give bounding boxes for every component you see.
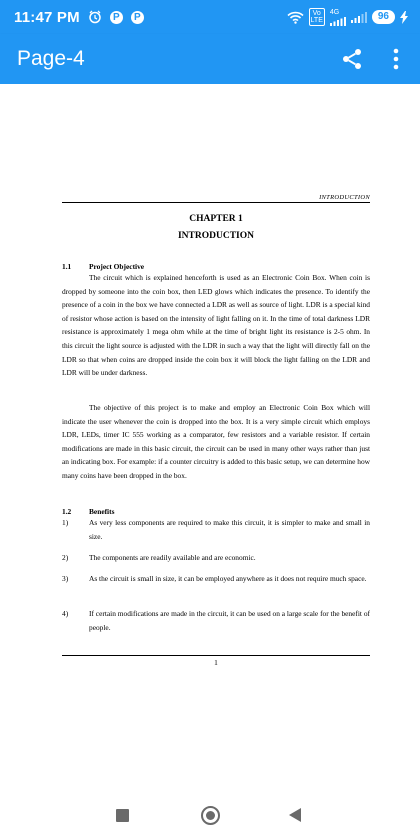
status-right xyxy=(287,8,408,26)
charging-icon xyxy=(400,11,408,24)
back-icon[interactable] xyxy=(289,808,301,822)
section-number: 1.1 xyxy=(62,262,72,271)
document-page[interactable] xyxy=(0,84,420,784)
volte-bottom-label: LTE xyxy=(310,17,323,24)
p-badge-icon: P xyxy=(131,11,144,24)
header-rule xyxy=(62,202,370,203)
wifi-icon xyxy=(287,11,304,24)
status-left xyxy=(14,9,144,26)
footer-rule xyxy=(62,655,370,656)
list-item-text: The components are readily available and are economic. xyxy=(89,553,256,562)
section-heading xyxy=(62,507,114,516)
section-number: 1.2 xyxy=(62,507,72,516)
battery-indicator: 96 xyxy=(372,10,395,24)
list-item-number: 3) xyxy=(62,574,69,583)
list-item-text: As very less components are required to make this circuit, it is simpler to make and small in size. xyxy=(89,518,370,541)
list-item-number: 4) xyxy=(62,609,69,618)
running-head: INTRODUCTION xyxy=(319,194,370,201)
more-options-icon[interactable] xyxy=(386,46,406,72)
list-item xyxy=(62,551,370,565)
share-icon[interactable] xyxy=(340,47,364,71)
home-icon[interactable] xyxy=(201,806,220,825)
list-item-number: 2) xyxy=(62,553,69,562)
list-item-number: 1) xyxy=(62,518,69,527)
volte-icon xyxy=(309,8,325,26)
page-number: 1 xyxy=(214,658,218,667)
paragraph: The objective of this project is to make and employ an Electronic Coin Box which will indicate the user whenever the coin is dropped into the box. It is a very simple circuit which employs LDR, LEDs, timer IC 555 working as a comparator, few resistors and a variable resistor. If certain modifications are made in this basic circuit, the circuit can be used in many other ways rather than just an indicating box. For example: if a counter circuitry is added to this basic setup, we can determine how many coins have been dropped in the box. xyxy=(62,403,370,480)
chapter-title: INTRODUCTION xyxy=(177,231,254,241)
p-badge-icon: P xyxy=(110,11,123,24)
list-item-text: As the circuit is small in size, it can be employed anywhere as it does not require much space. xyxy=(89,574,367,583)
section-title: Project Objective xyxy=(89,262,145,271)
recents-icon[interactable] xyxy=(116,809,129,822)
status-bar xyxy=(0,0,420,34)
paragraph: The circuit which is explained henceforth is used as an Electronic Coin Box. When coin is dropped by someone into the coin box, then LED glows which indicates the presence. To identify the presence of a coin in the box we have connected a LDR as well as source of light. LDR is a special kind of resistor whose action is based on the intensity of light falling on it. In the time of total darkness LDR resistance is approximately 1 mega ohm while at the time of bright light its resistance is 2-5 ohm. In this circuit the light source is adjusted with the LDR in such a way that the light will directly fall on the LDR so that when coins are dropped inside the coin box it will block the light falling on the LDR and LDR will be under darkness. xyxy=(62,273,370,378)
chapter-label: CHAPTER 1 xyxy=(189,214,243,224)
section-heading xyxy=(62,262,144,271)
page-title: Page-4 xyxy=(17,47,85,70)
signal-icon-2 xyxy=(351,12,367,23)
list-item-text: If certain modifications are made in the circuit, it can be used on a large scale for the benefit of people. xyxy=(89,609,370,632)
network-type: 4G xyxy=(329,8,340,16)
volte-top-label: Vo xyxy=(312,10,321,17)
app-bar xyxy=(0,34,420,84)
status-time: 11:47 PM xyxy=(14,8,80,26)
list-item xyxy=(62,516,370,543)
list-item xyxy=(62,572,370,586)
list-item xyxy=(62,607,370,634)
navigation-bar xyxy=(0,792,420,840)
section-title: Benefits xyxy=(89,507,115,516)
signal-icon xyxy=(330,9,346,26)
clock-icon xyxy=(88,10,102,24)
